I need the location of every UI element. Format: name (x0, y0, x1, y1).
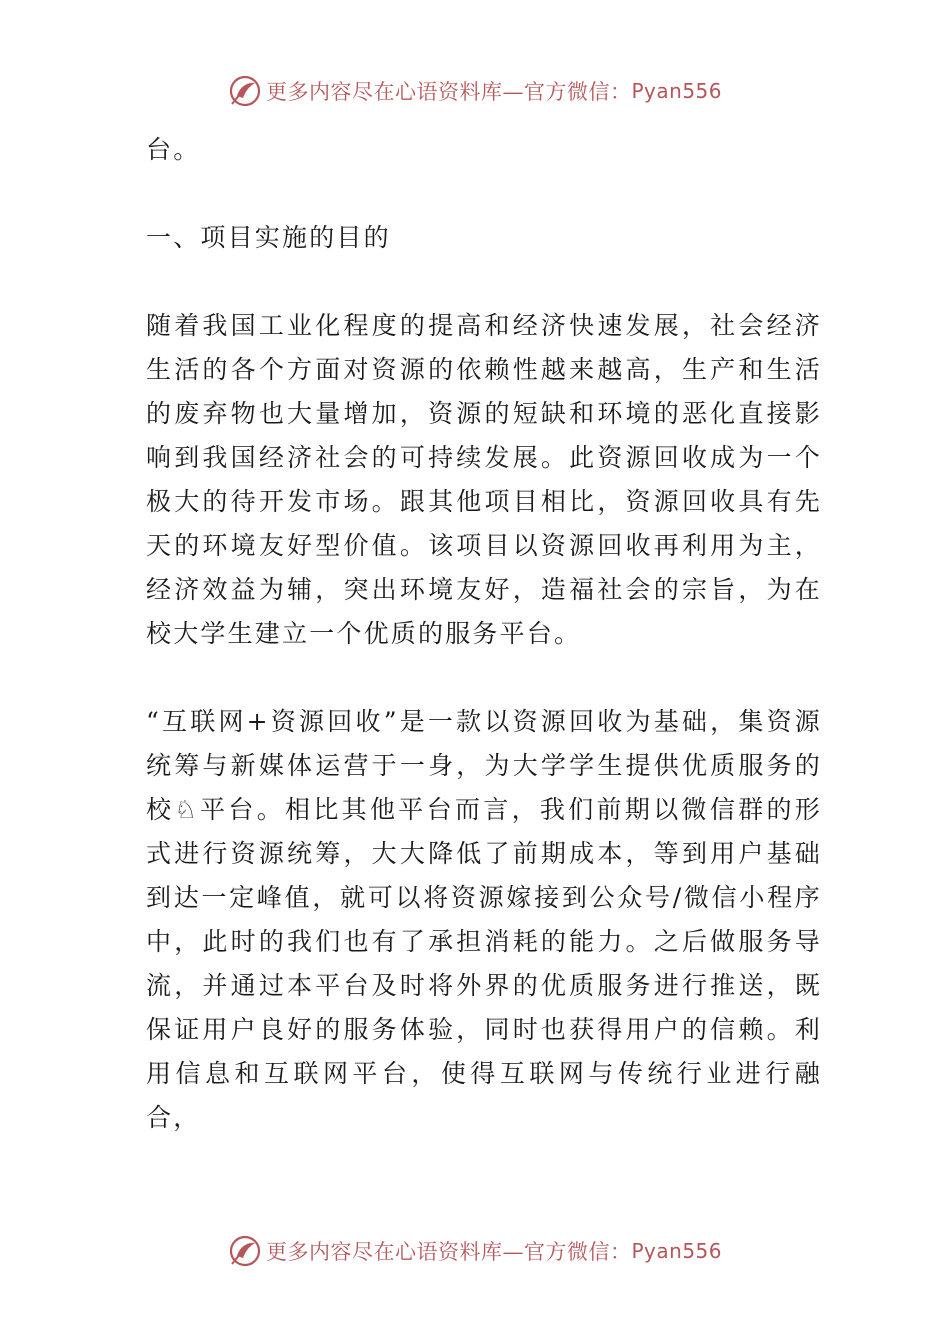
section-heading: 一、项目实施的目的 (146, 223, 391, 252)
document-body (146, 128, 822, 1140)
watermark-wechat-id: Pyan556 (631, 1239, 722, 1263)
footer-watermark (0, 1234, 950, 1268)
watermark-text: 更多内容尽在心语资料库—官方微信： (265, 1240, 632, 1264)
header-watermark (0, 74, 950, 108)
continued-fragment: 台。 (146, 135, 201, 164)
watermark-logo-icon (228, 74, 262, 108)
paragraph-purpose: 随着我国工业化程度的提高和经济快速发展，社会经济生活的各个方面对资源的依赖性越来越高，生产和生活的废弃物也大量增加，资源的短缺和环境的恶化直接影响到我国经济社会的可持续发展。此资源回收成为一个极大的待开发市场。跟其他项目相比，资源回收具有先天的环境友好型价值。该项目以资源回收再利用为主，经济效益为辅，突出环境友好，造福社会的宗旨，为在校大学生建立一个优质的服务平台。 (146, 311, 822, 648)
watermark-text: 更多内容尽在心语资料库—官方微信： (265, 80, 632, 104)
watermark-logo-icon (228, 1234, 262, 1268)
watermark-wechat-id: Pyan556 (631, 79, 722, 103)
paragraph-platform: “互联网+资源回收”是一款以资源回收为基础，集资源统筹与新媒体运营于一身，为大学学生提供优质服务的校♘平台。相比其他平台而言，我们前期以微信群的形式进行资源统筹，大大降低了前期成本，等到用户基础到达一定峰值，就可以将资源嫁接到公众号/微信小程序中，此时的我们也有了承担消耗的能力。之后做服务导流，并通过本平台及时将外界的优质服务进行推送，既保证用户良好的服务体验，同时也获得用户的信赖。利用信息和互联网平台，使得互联网与传统行业进行融合， (146, 707, 822, 1132)
